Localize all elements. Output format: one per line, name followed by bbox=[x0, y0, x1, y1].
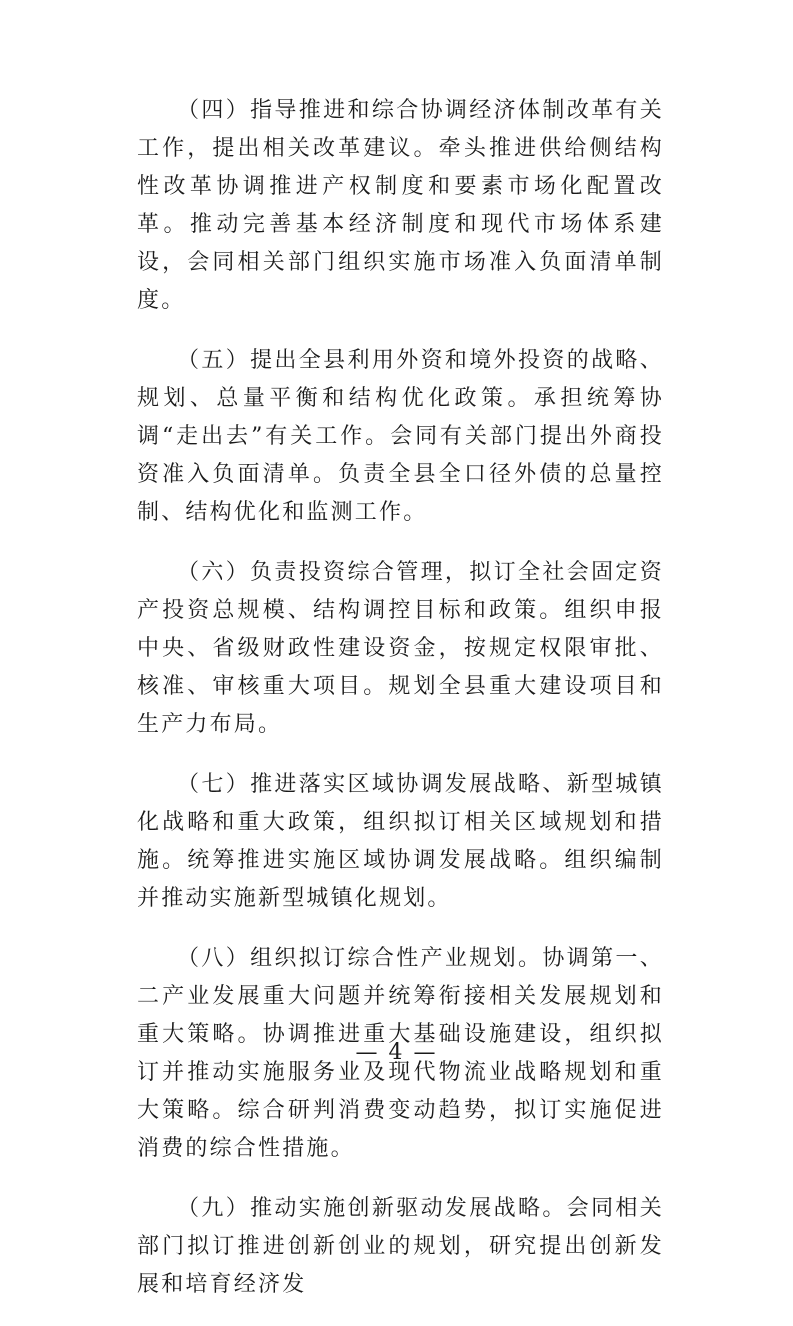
paragraph-8: （八）组织拟订综合性产业规划。协调第一、二产业发展重大问题并统筹衔接相关发展规划和重大策略。协调推进重大基础设施建设，组织拟订并推动实施服务业及现代物流业战略规划和重大策略。综合研判消费变动趋势，拟订实施促进消费的综合性措施。 bbox=[137, 946, 664, 1161]
paragraph-7: （七）推进落实区域协调发展战略、新型城镇化战略和重大政策，组织拟订相关区域规划和措施。统筹推进实施区域协调发展战略。组织编制并推动实施新型城镇化规划。 bbox=[137, 772, 664, 911]
page-number: — 4 — bbox=[355, 1040, 438, 1065]
paragraph-6: （六）负责投资综合管理，拟订全社会固定资产投资总规模、结构调控目标和政策。组织申报中央、省级财政性建设资金，按规定权限审批、核准、审核重大项目。规划全县重大建设项目和生产力布局。 bbox=[137, 560, 664, 737]
paragraph-9: （九）推动实施创新驱动发展战略。会同相关部门拟订推进创新创业的规划，研究提出创新发展和培育经济发 bbox=[137, 1196, 664, 1297]
paragraph-4: （四）指导推进和综合协调经济体制改革有关工作，提出相关改革建议。牵头推进供给侧结构性改革协调推进产权制度和要素市场化配置改革。推动完善基本经济制度和现代市场体系建设，会同相关部门组织实施市场准入负面清单制度。 bbox=[137, 98, 664, 313]
paragraph-5: （五）提出全县利用外资和境外投资的战略、规划、总量平衡和结构优化政策。承担统筹协调“走出去”有关工作。会同有关部门提出外商投资准入负面清单。负责全县全口径外债的总量控制、结构优化和监测工作。 bbox=[137, 348, 664, 525]
document-body bbox=[137, 92, 664, 1326]
